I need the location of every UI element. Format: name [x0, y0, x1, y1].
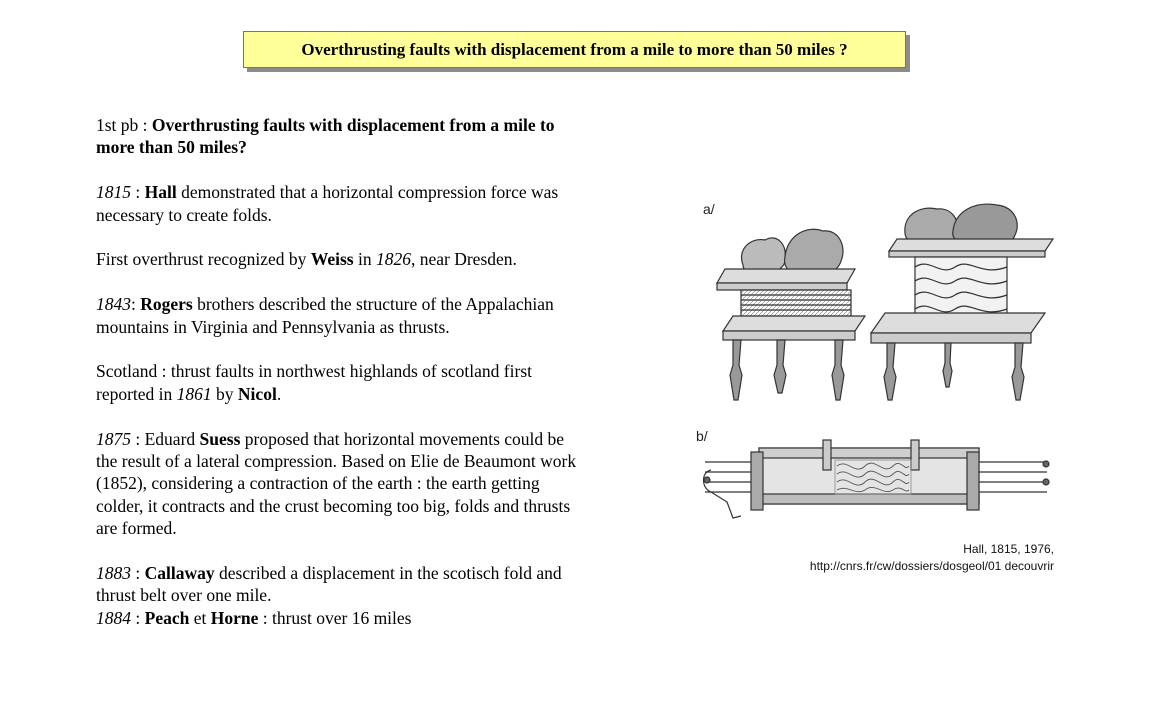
text-segment: et — [189, 607, 211, 628]
text-bold: Overthrusting faults with displacement from a mile to more than 50 miles? — [96, 115, 555, 158]
text-segment: : — [131, 294, 141, 315]
paragraph-suess — [96, 428, 586, 540]
year: 1826 — [375, 249, 411, 270]
person-name: Hall — [144, 182, 177, 203]
text-segment: in — [353, 249, 376, 270]
text-segment: brothers described the structure of the Appalachian mountains in Virginia and Pennsylvania as thrusts. — [96, 294, 554, 337]
paragraph-nicol — [96, 360, 586, 405]
caption-source-url: http://cnrs.fr/cw/dossiers/dosgeol/01 decouvrir — [809, 559, 1054, 573]
caption-line-1: Hall, 1815, 1976, — [963, 542, 1054, 556]
text-segment: : Eduard — [131, 428, 200, 449]
text-segment: 1st pb : — [96, 115, 152, 135]
text-segment: described a displacement in the scotisch fold and thrust belt over one mile. — [96, 563, 562, 606]
paragraph-weiss — [96, 248, 586, 270]
person-name: Peach — [144, 607, 190, 628]
year: 1883 — [96, 563, 131, 584]
figure-label-a: a/ — [703, 201, 715, 217]
person-name: Horne — [210, 607, 259, 628]
person-name: Callaway — [144, 563, 215, 584]
text-segment: proposed that horizontal movements could be the result of a lateral compression. Based on Elie de Beaumont work (1852), considering a contraction of the earth : the earth getting colder, it contracts and the crust becoming too big, folds and thrusts are formed. — [96, 428, 577, 539]
person-name: Weiss — [310, 249, 354, 270]
figure-caption — [810, 541, 1054, 575]
compression-box-illustration — [697, 432, 1055, 524]
text-segment: : thrust over 16 miles — [258, 607, 412, 628]
text-segment: First overthrust recognized by — [96, 249, 311, 270]
paragraph-rogers — [96, 293, 586, 338]
text-segment: : — [131, 607, 145, 628]
person-name: Rogers — [140, 294, 193, 315]
paragraph-first-problem — [96, 114, 586, 159]
text-segment: . — [276, 383, 282, 404]
slide-title-text: Overthrusting faults with displacement from a mile to more than 50 miles ? — [301, 39, 848, 59]
text-segment: by — [211, 383, 238, 404]
year: 1815 — [96, 182, 131, 203]
figure-label-b: b/ — [696, 428, 708, 444]
slide-title — [243, 31, 906, 68]
text-segment: Scotland : thrust faults in northwest highlands of scotland first reported in — [96, 361, 532, 404]
paragraph-callaway — [96, 562, 586, 607]
year: 1875 — [96, 428, 131, 449]
text-segment: : — [131, 182, 145, 203]
paragraph-hall — [96, 181, 586, 226]
year: 1843 — [96, 294, 131, 315]
paragraph-peach-horne — [96, 607, 586, 629]
body-text — [96, 114, 586, 629]
hall-tables-illustration — [715, 195, 1055, 405]
text-segment: demonstrated that a horizontal compression force was necessary to create folds. — [96, 182, 559, 225]
year: 1884 — [96, 607, 131, 628]
year: 1861 — [176, 383, 212, 404]
person-name: Suess — [199, 428, 241, 449]
text-segment: , near Dresden. — [410, 249, 517, 270]
person-name: Nicol — [237, 383, 277, 404]
text-segment: : — [131, 563, 145, 584]
